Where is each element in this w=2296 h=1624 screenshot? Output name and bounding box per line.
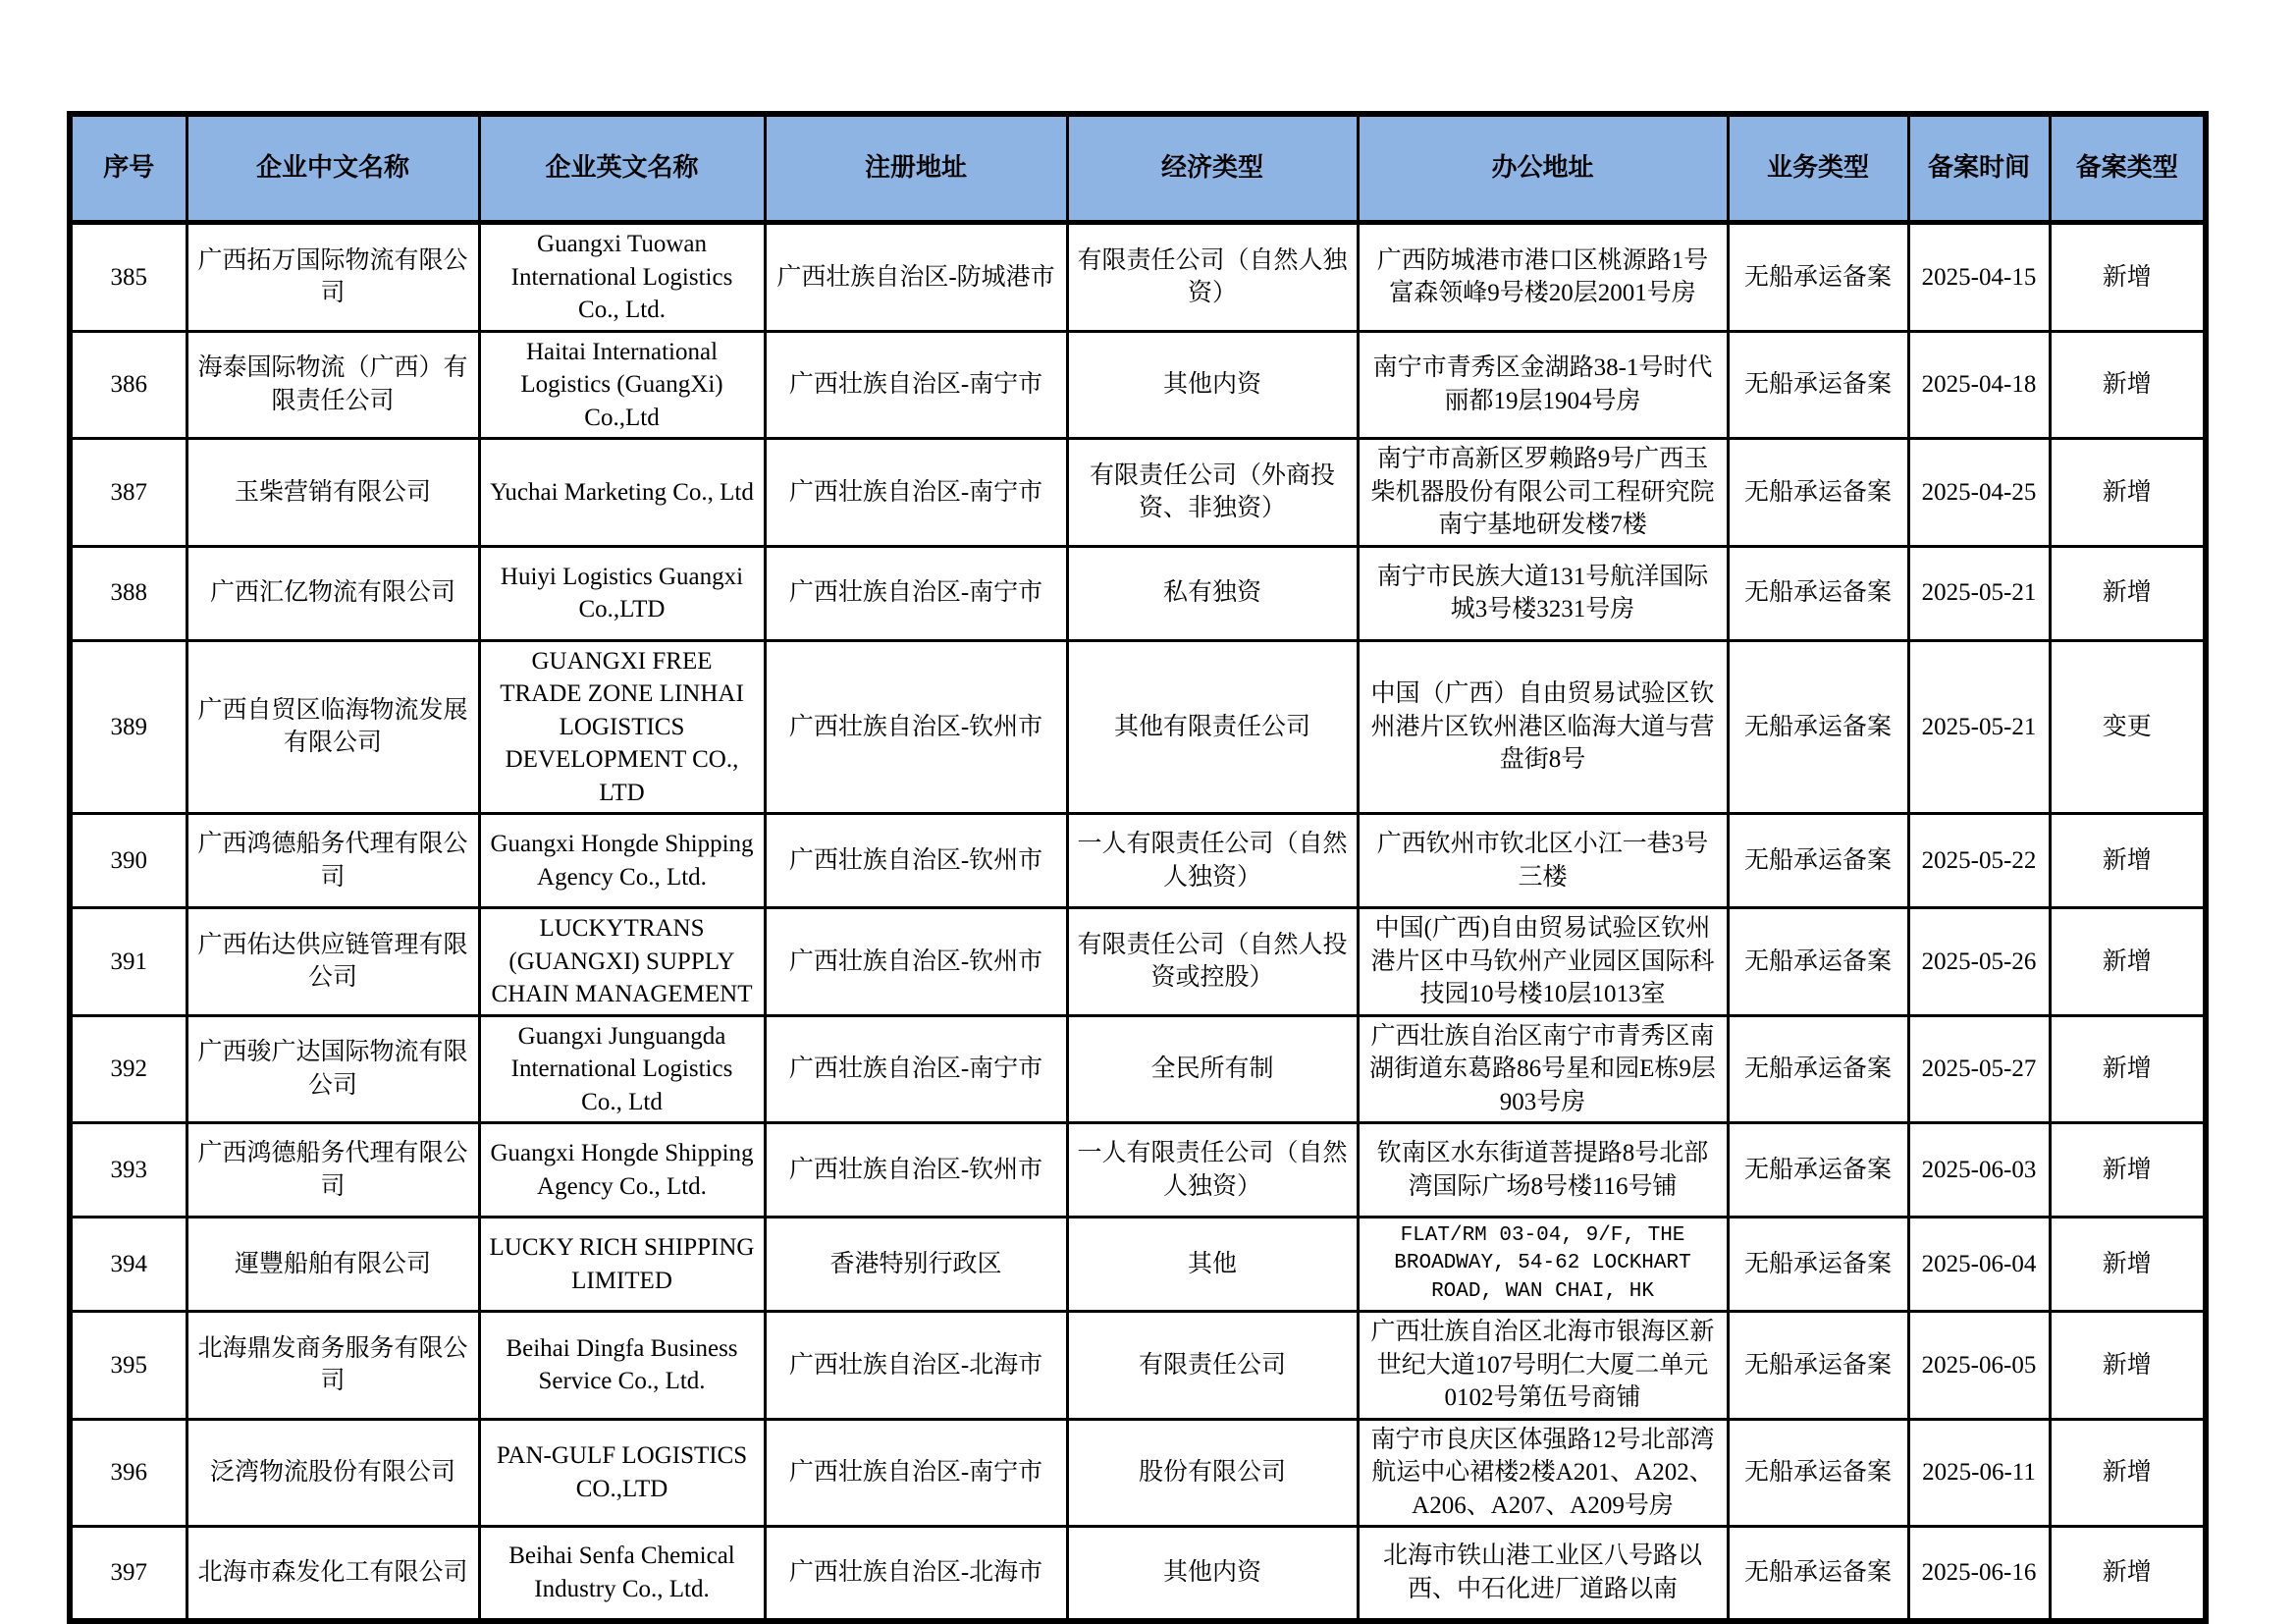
cell-record-date: 2025-06-04 <box>1908 1218 2050 1312</box>
col-header-record-type: 备案类型 <box>2050 114 2206 223</box>
table-row <box>70 1527 2206 1621</box>
cell-name-en: Guangxi Hongde Shipping Agency Co., Ltd. <box>479 814 765 908</box>
col-header-biz-type: 业务类型 <box>1728 114 1908 223</box>
cell-econ-type: 全民所有制 <box>1067 1015 1358 1123</box>
table-row <box>70 439 2206 547</box>
cell-biz-type: 无船承运备案 <box>1728 908 1908 1016</box>
cell-name-en: LUCKYTRANS (GUANGXI) SUPPLY CHAIN MANAGEMENT <box>479 908 765 1016</box>
cell-reg-addr: 广西壮族自治区-钦州市 <box>765 640 1067 814</box>
cell-name-cn: 广西鸿德船务代理有限公司 <box>187 814 479 908</box>
cell-name-cn: 广西佑达供应链管理有限公司 <box>187 908 479 1016</box>
cell-name-en: GUANGXI FREE TRADE ZONE LINHAI LOGISTICS DEVELOPMENT CO., LTD <box>479 640 765 814</box>
table-row <box>70 908 2206 1016</box>
cell-name-cn: 广西汇亿物流有限公司 <box>187 546 479 640</box>
cell-name-cn: 广西鸿德船务代理有限公司 <box>187 1123 479 1218</box>
cell-record-date: 2025-04-15 <box>1908 223 2050 332</box>
header-row <box>70 114 2206 223</box>
table-row <box>70 640 2206 814</box>
cell-name-cn: 玉柴营销有限公司 <box>187 439 479 547</box>
table-row <box>70 1015 2206 1123</box>
cell-name-cn: 广西自贸区临海物流发展有限公司 <box>187 640 479 814</box>
cell-reg-addr: 广西壮族自治区-钦州市 <box>765 1123 1067 1218</box>
cell-reg-addr: 广西壮族自治区-南宁市 <box>765 439 1067 547</box>
cell-seq: 392 <box>70 1015 187 1123</box>
cell-name-en: Yuchai Marketing Co., Ltd <box>479 439 765 547</box>
table-row <box>70 546 2206 640</box>
cell-record-date: 2025-06-16 <box>1908 1527 2050 1621</box>
table-row <box>70 1312 2206 1420</box>
cell-record-date: 2025-05-22 <box>1908 814 2050 908</box>
cell-seq: 395 <box>70 1312 187 1420</box>
cell-seq: 390 <box>70 814 187 908</box>
cell-office-addr: 广西壮族自治区南宁市青秀区南湖街道东葛路86号星和园E栋9层903号房 <box>1358 1015 1728 1123</box>
cell-name-en: Haitai International Logistics (GuangXi) Co.,Ltd <box>479 331 765 439</box>
cell-record-type: 新增 <box>2050 1312 2206 1420</box>
cell-reg-addr: 广西壮族自治区-南宁市 <box>765 331 1067 439</box>
col-header-seq: 序号 <box>70 114 187 223</box>
cell-econ-type: 其他有限责任公司 <box>1067 640 1358 814</box>
col-header-office-addr: 办公地址 <box>1358 114 1728 223</box>
cell-record-date: 2025-06-11 <box>1908 1419 2050 1527</box>
table-row <box>70 814 2206 908</box>
cell-record-type: 新增 <box>2050 814 2206 908</box>
cell-name-en: Beihai Senfa Chemical Industry Co., Ltd. <box>479 1527 765 1621</box>
cell-biz-type: 无船承运备案 <box>1728 1123 1908 1218</box>
cell-record-date: 2025-06-05 <box>1908 1312 2050 1420</box>
cell-name-en: LUCKY RICH SHIPPING LIMITED <box>479 1218 765 1312</box>
cell-biz-type: 无船承运备案 <box>1728 1527 1908 1621</box>
col-header-record-date: 备案时间 <box>1908 114 2050 223</box>
cell-biz-type: 无船承运备案 <box>1728 640 1908 814</box>
cell-record-date: 2025-05-21 <box>1908 546 2050 640</box>
company-filing-table <box>67 111 2209 1624</box>
cell-seq: 396 <box>70 1419 187 1527</box>
cell-office-addr: 广西壮族自治区北海市银海区新世纪大道107号明仁大厦二单元0102号第伍号商铺 <box>1358 1312 1728 1420</box>
cell-record-date: 2025-05-21 <box>1908 640 2050 814</box>
cell-biz-type: 无船承运备案 <box>1728 223 1908 332</box>
cell-record-type: 新增 <box>2050 223 2206 332</box>
cell-office-addr: 钦南区水东街道菩提路8号北部湾国际广场8号楼116号铺 <box>1358 1123 1728 1218</box>
cell-office-addr: 南宁市良庆区体强路12号北部湾航运中心裙楼2楼A201、A202、A206、A207、A209号房 <box>1358 1419 1728 1527</box>
cell-name-cn: 广西拓万国际物流有限公司 <box>187 223 479 332</box>
cell-name-en: Guangxi Tuowan International Logistics Co., Ltd. <box>479 223 765 332</box>
cell-record-type: 新增 <box>2050 1218 2206 1312</box>
cell-record-type: 新增 <box>2050 1527 2206 1621</box>
cell-name-en: PAN-GULF LOGISTICS CO.,LTD <box>479 1419 765 1527</box>
table-body <box>70 223 2206 1621</box>
cell-reg-addr: 广西壮族自治区-防城港市 <box>765 223 1067 332</box>
cell-record-date: 2025-06-03 <box>1908 1123 2050 1218</box>
cell-reg-addr: 广西壮族自治区-北海市 <box>765 1527 1067 1621</box>
cell-name-en: Guangxi Hongde Shipping Agency Co., Ltd. <box>479 1123 765 1218</box>
cell-seq: 393 <box>70 1123 187 1218</box>
cell-econ-type: 有限责任公司 <box>1067 1312 1358 1420</box>
cell-econ-type: 股份有限公司 <box>1067 1419 1358 1527</box>
cell-record-type: 变更 <box>2050 640 2206 814</box>
cell-seq: 387 <box>70 439 187 547</box>
table-header <box>70 114 2206 223</box>
cell-reg-addr: 广西壮族自治区-南宁市 <box>765 1015 1067 1123</box>
cell-biz-type: 无船承运备案 <box>1728 439 1908 547</box>
cell-record-date: 2025-04-25 <box>1908 439 2050 547</box>
cell-office-addr: 南宁市青秀区金湖路38-1号时代丽都19层1904号房 <box>1358 331 1728 439</box>
cell-biz-type: 无船承运备案 <box>1728 1419 1908 1527</box>
table-row <box>70 1218 2206 1312</box>
cell-biz-type: 无船承运备案 <box>1728 1312 1908 1420</box>
col-header-econ-type: 经济类型 <box>1067 114 1358 223</box>
cell-record-date: 2025-04-18 <box>1908 331 2050 439</box>
cell-econ-type: 一人有限责任公司（自然人独资） <box>1067 1123 1358 1218</box>
cell-name-en: Huiyi Logistics Guangxi Co.,LTD <box>479 546 765 640</box>
cell-record-type: 新增 <box>2050 1015 2206 1123</box>
cell-record-type: 新增 <box>2050 1419 2206 1527</box>
cell-name-cn: 海泰国际物流（广西）有限责任公司 <box>187 331 479 439</box>
cell-reg-addr: 广西壮族自治区-南宁市 <box>765 546 1067 640</box>
cell-seq: 388 <box>70 546 187 640</box>
cell-biz-type: 无船承运备案 <box>1728 1218 1908 1312</box>
cell-office-addr: 中国(广西)自由贸易试验区钦州港片区中马钦州产业园区国际科技园10号楼10层1013室 <box>1358 908 1728 1016</box>
cell-name-cn: 北海鼎发商务服务有限公司 <box>187 1312 479 1420</box>
cell-biz-type: 无船承运备案 <box>1728 814 1908 908</box>
cell-reg-addr: 广西壮族自治区-北海市 <box>765 1312 1067 1420</box>
cell-reg-addr: 广西壮族自治区-钦州市 <box>765 908 1067 1016</box>
cell-name-cn: 广西骏广达国际物流有限公司 <box>187 1015 479 1123</box>
cell-seq: 389 <box>70 640 187 814</box>
cell-econ-type: 其他 <box>1067 1218 1358 1312</box>
cell-office-addr: 北海市铁山港工业区八号路以西、中石化进厂道路以南 <box>1358 1527 1728 1621</box>
cell-office-addr: 广西钦州市钦北区小江一巷3号三楼 <box>1358 814 1728 908</box>
cell-reg-addr: 广西壮族自治区-钦州市 <box>765 814 1067 908</box>
cell-seq: 386 <box>70 331 187 439</box>
cell-seq: 394 <box>70 1218 187 1312</box>
cell-biz-type: 无船承运备案 <box>1728 331 1908 439</box>
cell-office-addr: 南宁市民族大道131号航洋国际城3号楼3231号房 <box>1358 546 1728 640</box>
cell-econ-type: 有限责任公司（外商投资、非独资） <box>1067 439 1358 547</box>
table-row <box>70 223 2206 332</box>
cell-office-addr: FLAT/RM 03-04, 9/F, THE BROADWAY, 54-62 LOCKHART ROAD, WAN CHAI, HK <box>1358 1218 1728 1312</box>
cell-seq: 397 <box>70 1527 187 1621</box>
cell-record-date: 2025-05-27 <box>1908 1015 2050 1123</box>
cell-seq: 391 <box>70 908 187 1016</box>
cell-record-type: 新增 <box>2050 546 2206 640</box>
cell-econ-type: 有限责任公司（自然人投资或控股） <box>1067 908 1358 1016</box>
table-row <box>70 1123 2206 1218</box>
cell-record-type: 新增 <box>2050 908 2206 1016</box>
cell-name-cn: 運豐船舶有限公司 <box>187 1218 479 1312</box>
cell-record-type: 新增 <box>2050 439 2206 547</box>
cell-record-type: 新增 <box>2050 1123 2206 1218</box>
cell-reg-addr: 广西壮族自治区-南宁市 <box>765 1419 1067 1527</box>
cell-biz-type: 无船承运备案 <box>1728 1015 1908 1123</box>
cell-name-cn: 北海市森发化工有限公司 <box>187 1527 479 1621</box>
table-row <box>70 1419 2206 1527</box>
cell-name-en: Guangxi Junguangda International Logistics Co., Ltd <box>479 1015 765 1123</box>
cell-seq: 385 <box>70 223 187 332</box>
cell-econ-type: 有限责任公司（自然人独资） <box>1067 223 1358 332</box>
col-header-name-cn: 企业中文名称 <box>187 114 479 223</box>
col-header-reg-addr: 注册地址 <box>765 114 1067 223</box>
cell-econ-type: 其他内资 <box>1067 331 1358 439</box>
cell-econ-type: 私有独资 <box>1067 546 1358 640</box>
cell-office-addr: 南宁市高新区罗赖路9号广西玉柴机器股份有限公司工程研究院南宁基地研发楼7楼 <box>1358 439 1728 547</box>
cell-name-cn: 泛湾物流股份有限公司 <box>187 1419 479 1527</box>
cell-econ-type: 其他内资 <box>1067 1527 1358 1621</box>
cell-office-addr: 中国（广西）自由贸易试验区钦州港片区钦州港区临海大道与营盘街8号 <box>1358 640 1728 814</box>
cell-office-addr: 广西防城港市港口区桃源路1号富森领峰9号楼20层2001号房 <box>1358 223 1728 332</box>
cell-record-type: 新增 <box>2050 331 2206 439</box>
cell-name-en: Beihai Dingfa Business Service Co., Ltd. <box>479 1312 765 1420</box>
cell-biz-type: 无船承运备案 <box>1728 546 1908 640</box>
cell-record-date: 2025-05-26 <box>1908 908 2050 1016</box>
col-header-name-en: 企业英文名称 <box>479 114 765 223</box>
cell-reg-addr: 香港特别行政区 <box>765 1218 1067 1312</box>
table-row <box>70 331 2206 439</box>
cell-econ-type: 一人有限责任公司（自然人独资） <box>1067 814 1358 908</box>
